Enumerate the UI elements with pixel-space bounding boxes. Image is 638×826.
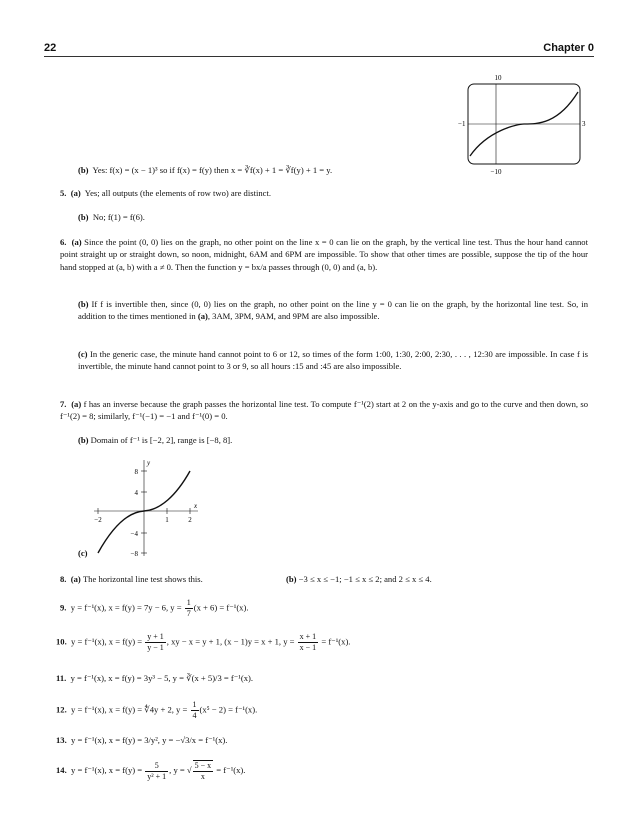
graph2-y4-label: 4 (134, 489, 138, 497)
problem-8a: 8. (a) The horizontal line test shows this. (60, 574, 203, 584)
chapter-title: Chapter 0 (543, 42, 594, 54)
problem-6b: (b) If f is invertible then, since (0, 0) lies on the graph, no other point on the line y = 0 can lie on the graph, by the horizontal line test. So, in addition to the times mentioned in (a), 3AM, 3PM, 9AM, and 9PM are also impossible. (78, 299, 588, 322)
problem-10: 10. y = f⁻¹(x), x = f(y) = $\frac{y + 1}{y - 1}$ , xy − x = y + 1, (x − 1)y = x + 1, y = $\frac{x + 1}{x - 1}$ = f⁻¹(x). (56, 632, 351, 652)
problem-14: 14. y = f⁻¹(x), x = f(y) = $\frac{5}{\text{y² + 1}}$ , y = √ $\frac{5 - x}{x}$ = f⁻¹(x). (56, 760, 246, 781)
fraction-y-plus-1: $\frac{y + 1}{y - 1}$ (147, 632, 164, 652)
graph2-y8-label: 8 (134, 468, 138, 476)
graph2-yn4-label: −4 (130, 530, 138, 538)
graph1-ymax-label: 10 (494, 74, 502, 82)
problem-6c-text: In the generic case, the minute hand cannot point to 6 or 12, so times of the form 1:00, 1:30, 2:00, 2:30, . . . , 12:30 are impossible. In case f is invertible, the minute hand cannot point to 3 or 9, so all hours :15 and :45 are also impossible. (78, 349, 588, 372)
problem-8a-text: The horizontal line test shows this. (82, 574, 203, 584)
problem-4b-text: Yes: f(x) = (x − 1)³ so if f(x) = f(y) then x = ∛f(x) + 1 = ∛f(y) + 1 = y. (92, 165, 333, 175)
fraction-x-plus-1: $\frac{x + 1}{x - 1}$ (299, 632, 317, 652)
problem-7b-text: Domain of f⁻¹ is [−2, 2], range is [−8, 8]. (90, 435, 233, 445)
graph1-ymin-label: −10 (490, 168, 502, 176)
fraction-1-4: $\frac{1}{4}$ (192, 700, 197, 720)
problem-9: 9. y = f⁻¹(x), x = f(y) = 7y − 6, y = $\frac{1}{7}$ (x + 6) = f⁻¹(x). (60, 598, 249, 618)
fraction-5-over: $\frac{5}{\text{y² + 1}}$ (147, 760, 167, 781)
graph2-xlabel: x (194, 502, 198, 510)
graph-cubic (448, 68, 598, 178)
problem-13: 13. y = f⁻¹(x), x = f(y) = 3/y², y = −√3/x = f⁻¹(x). (56, 735, 228, 745)
problem-6c: (c) In the generic case, the minute hand cannot point to 6 or 12, so times of the form 1:00, 1:30, 2:00, 2:30, . . . , 12:30 are impossible. In case f is invertible, the minute hand cannot point to 3 or 9, so all hours :15 and :45 are also impossible. (78, 349, 588, 372)
problem-7c-label: (c) (78, 548, 88, 558)
problem-12: 12. y = f⁻¹(x), x = f(y) = ∜4y + 2, y = $\frac{1}{4}$ (x⁵ − 2) = f⁻¹(x). (56, 700, 258, 720)
graph1-xmax-label: 3 (582, 120, 586, 128)
fraction-1-7: $\frac{1}{7}$ (186, 598, 191, 618)
fraction-5-minus-x: $\frac{5 - x}{x}$ (194, 761, 212, 781)
problem-8b-text: −3 ≤ x ≤ −1; −1 ≤ x ≤ 2; and 2 ≤ x ≤ 4. (298, 574, 432, 584)
graph1-xmin-label: −1 (458, 120, 466, 128)
graph-inverse (88, 456, 208, 562)
problem-11-text: y = f⁻¹(x), x = f(y) = 3y³ − 5, y = ∛(x + 5)/3 = f⁻¹(x). (70, 673, 254, 683)
graph2-xn2-label: −2 (94, 516, 102, 524)
problem-5a: 5. (a) Yes; all outputs (the elements of row two) are distinct. (60, 188, 272, 198)
problem-7b: (b) Domain of f⁻¹ is [−2, 2], range is [−8, 8]. (78, 435, 233, 445)
problem-4b: (b) Yes: f(x) = (x − 1)³ so if f(x) = f(y) then x = ∛f(x) + 1 = ∛f(y) + 1 = y. (78, 165, 333, 175)
problem-5b: (b) No; f(1) = f(6). (78, 212, 145, 222)
problem-5a-text: Yes; all outputs (the elements of row two) are distinct. (84, 188, 272, 198)
problem-7a: 7. (a) f has an inverse because the graph passes the horizontal line test. To compute f⁻¹(2) start at 2 on the y-axis and go to the curve and then down, so f⁻¹(2) = 8; similarly, f⁻¹(−1) = −1 and f⁻¹(0) = 0. (60, 399, 589, 422)
problem-13-text: y = f⁻¹(x), x = f(y) = 3/y², y = −√3/x = f⁻¹(x). (71, 735, 228, 745)
graph2-yn8-label: −8 (130, 550, 138, 558)
problem-8b: (b) −3 ≤ x ≤ −1; −1 ≤ x ≤ 2; and 2 ≤ x ≤ 4. (286, 574, 432, 584)
graph2-x1-label: 1 (165, 516, 169, 524)
problem-7a-text: f has an inverse because the graph passes the horizontal line test. To compute f⁻¹(2) start at 2 on the y-axis and go to the curve and then down, so f⁻¹(2) = 8; similarly, f⁻¹(−1) = −1 and f⁻¹(0) = 0. (60, 399, 589, 422)
problem-11: 11. y = f⁻¹(x), x = f(y) = 3y³ − 5, y = ∛(x + 5)/3 = f⁻¹(x). (56, 673, 254, 683)
graph2-ylabel: y (147, 459, 151, 467)
graph2-x2-label: 2 (188, 516, 192, 524)
page-number: 22 (44, 42, 57, 54)
header-rule (44, 56, 594, 57)
problem-6a-text: Since the point (0, 0) lies on the graph, no other point on the line x = 0 can lie on the graph, by the vertical line test. Thus the hour hand cannot point straight up or straight down, so noon, midnight, 6AM and 6PM are impossible. To show that other times are possible, suppose the tip of the hour hand stopped at (a, b) with a ≠ 0. Then the function y = bx/a passes through (0, 0) and (a, b). (60, 237, 588, 272)
problem-6a: 6. (a) Since the point (0, 0) lies on the graph, no other point on the line x = 0 can lie on the graph, by the vertical line test. Thus the hour hand cannot point straight up or straight down, so noon, midnight, 6AM and 6PM are impossible. To show that other times are possible, suppose the tip of the hour hand stopped at (a, b) with a ≠ 0. Then the function y = bx/a passes through (0, 0) and (a, b). (60, 237, 588, 272)
problem-5b-text: No; f(1) = f(6). (92, 212, 145, 222)
